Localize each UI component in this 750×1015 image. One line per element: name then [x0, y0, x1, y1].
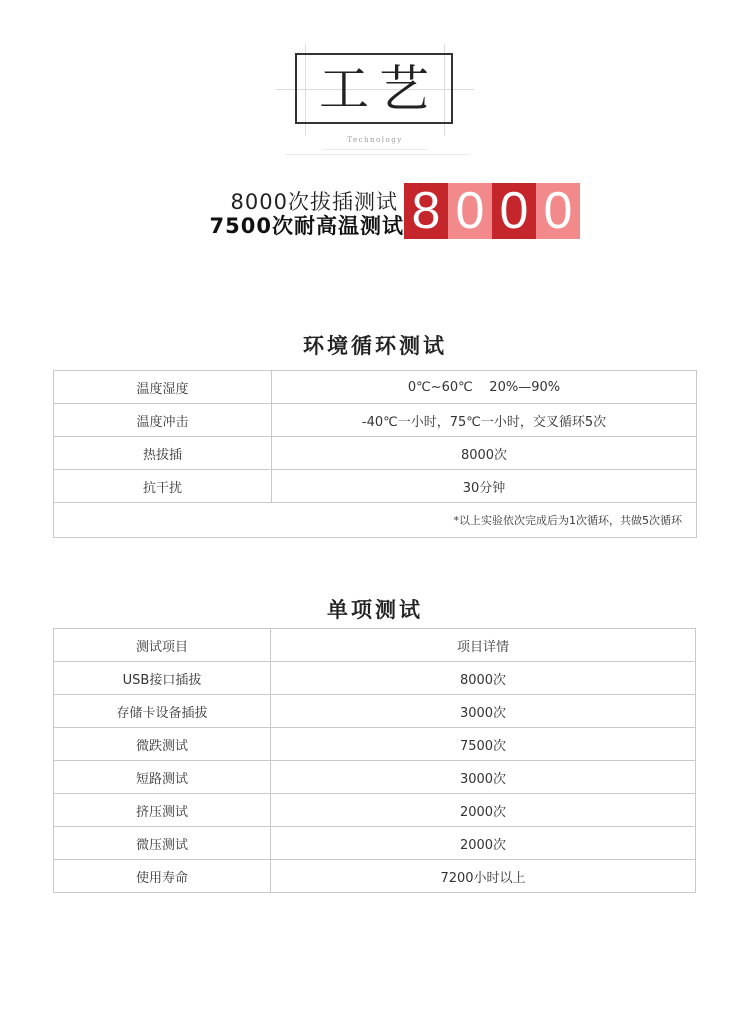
table-note: *以上实验依次完成后为1次循环，共做5次循环: [54, 503, 697, 538]
row-label: 微跌测试: [54, 728, 271, 761]
column-header-item: 测试项目: [54, 629, 271, 662]
table-row: [54, 437, 697, 470]
decorative-line: [285, 154, 470, 155]
row-value: 7200小时以上: [271, 860, 696, 893]
row-value: 8000次: [272, 437, 697, 470]
row-value: 3000次: [271, 761, 696, 794]
promo-line-plug-test: 8000次拔插测试: [230, 190, 398, 214]
section-title-single-test: 单项测试: [327, 598, 423, 622]
promo-line-heat-test: 7500次耐高温测试: [209, 214, 404, 238]
column-header-detail: 项目详情: [271, 629, 696, 662]
row-label: 抗干扰: [54, 470, 272, 503]
row-label: 使用寿命: [54, 860, 271, 893]
page-title: 工艺: [319, 59, 439, 118]
big-number-digit: 0: [448, 183, 492, 239]
title-box: [295, 53, 453, 124]
table-row: [54, 404, 697, 437]
decorative-line: [322, 149, 428, 150]
table-row: [54, 728, 696, 761]
big-number-digit: 0: [492, 183, 536, 239]
row-value: 2000次: [271, 794, 696, 827]
row-value: 3000次: [271, 695, 696, 728]
table-row: [54, 470, 697, 503]
row-value: -40℃一小时，75℃一小时，交叉循环5次: [272, 404, 697, 437]
table-row: [54, 860, 696, 893]
table-row: [54, 827, 696, 860]
section-title-env-test: 环境循环测试: [303, 334, 447, 358]
big-number-digit: 8: [404, 183, 448, 239]
row-value: 7500次: [271, 728, 696, 761]
row-label: 短路测试: [54, 761, 271, 794]
page-subtitle: Technology: [347, 136, 403, 144]
table-note-row: [54, 503, 697, 538]
table-header-row: [54, 629, 696, 662]
table-row: [54, 371, 697, 404]
row-value: 8000次: [271, 662, 696, 695]
single-test-table: [53, 628, 696, 893]
table-row: [54, 761, 696, 794]
row-label: 温度湿度: [54, 371, 272, 404]
row-label: 存储卡设备插拔: [54, 695, 271, 728]
row-label: 温度冲击: [54, 404, 272, 437]
table-row: [54, 695, 696, 728]
row-label: 挤压测试: [54, 794, 271, 827]
row-label: USB接口插拔: [54, 662, 271, 695]
big-number-digit: 0: [536, 183, 580, 239]
row-label: 热拔插: [54, 437, 272, 470]
table-row: [54, 662, 696, 695]
row-label: 微压测试: [54, 827, 271, 860]
big-number: [404, 183, 580, 239]
row-value: 30分钟: [272, 470, 697, 503]
table-row: [54, 794, 696, 827]
row-value: 0℃~60℃ 20%—90%: [272, 371, 697, 404]
env-test-table: [53, 370, 697, 538]
row-value: 2000次: [271, 827, 696, 860]
